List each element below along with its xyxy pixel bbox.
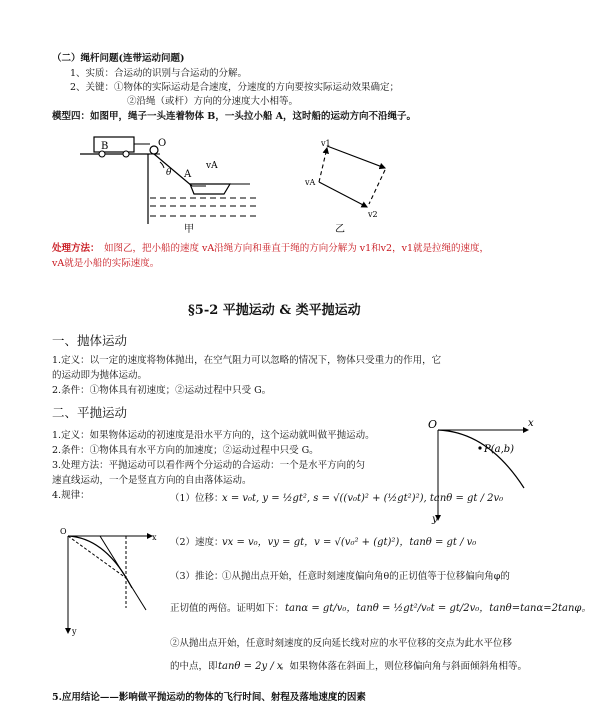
s2-method-line1: 3.处理方法：平抛运动可以看作两个分运动的合运动：一个是水平方向的匀: [52, 460, 366, 471]
s1-def-line1: 1.定义：以一定的速度将物体抛出，在空气阻力可以忽略的情况下，物体只受重力的作用，它: [52, 355, 442, 366]
figure-jia: [80, 132, 280, 237]
s1-title: 一、抛体运动: [52, 333, 128, 348]
r3-text2: 正切值的两倍。证明如下：: [170, 603, 285, 614]
r3-label: （3）推论：: [170, 571, 224, 582]
model-four: 模型四：如图甲，绳子一头连着物体 B，一头拉小船 A，这时船的运动方向不沿绳子。: [52, 111, 417, 122]
s2-method-line2: 速直线运动，一个是竖直方向的自由落体运动。: [52, 475, 252, 486]
r3b-line2: 的中点，即: [170, 661, 218, 672]
method-line2: vA就是小船的实际速度。: [52, 258, 160, 269]
part2-line2: 2、关键：①物体的实际运动是合速度，分速度的方向要按实际运动效果确定；: [70, 82, 400, 93]
method-line1: 如图乙，把小船的速度 vA沿绳方向和垂直于绳的方向分解为 v1和v2，v1就是拉绳的速度，: [104, 243, 490, 254]
method-label: 处理方法：: [52, 243, 100, 254]
label-vA-yi: vA: [305, 178, 316, 187]
label-A: A: [184, 169, 192, 180]
label-jia: 甲: [184, 224, 194, 235]
section-title: §5-2 平抛运动 & 类平抛运动: [188, 303, 361, 318]
label-theta: θ: [166, 168, 172, 178]
application: 5.应用结论——影响做平抛运动的物体的飞行时间、射程及落地速度的因素: [52, 692, 366, 703]
label-yi: 乙: [335, 224, 345, 235]
part2-line3: ②沿绳（或杆）方向的分速度大小相等。: [127, 96, 299, 107]
label-x-left: x: [152, 533, 157, 542]
figure-velocity: [60, 528, 160, 638]
label-B: B: [101, 141, 109, 152]
s2-def: 1.定义：如果物体运动的初速度是沿水平方向的，这个运动就叫做平抛运动。: [52, 430, 375, 441]
s1-condition: 2.条件：①物体具有初速度；②运动过程中只受 G。: [52, 385, 272, 396]
r3-formula: tanα = gt/v₀，tanθ = ½gt²/v₀t = gt/2v₀，tanθ=tanα=2tanφ。: [285, 603, 591, 614]
label-x-right: x: [528, 418, 534, 429]
label-P: P(a,b): [484, 444, 515, 455]
label-y-left: y: [72, 627, 77, 636]
label-v2: v2: [368, 210, 378, 219]
r2-formula: vx = v₀，vy = gt，v = √(v₀² + (gt)²)，tanθ = gt / v₀: [222, 537, 477, 548]
s1-def-line2: 的运动即为抛体运动。: [52, 370, 148, 381]
r3b-line3: 。如果物体落在斜面上，则位移偏向角与斜面倾斜角相等。: [280, 661, 528, 672]
label-y-right: y: [432, 514, 438, 525]
r1-formula: x = v₀t, y = ½gt², s = √((v₀t)² + (½gt²)²), tanθ = gt / 2v₀: [222, 493, 504, 504]
label-O-left: O: [60, 527, 67, 536]
label-O-right: O: [428, 418, 438, 431]
s2-condition: 2.条件：①物体具有水平方向的加速度；②运动过程中只受 G。: [52, 445, 319, 456]
r1-label: （1）位移：: [170, 493, 224, 504]
r3b-formula: tanθ = 2y / x: [218, 661, 283, 672]
r3b-line1: ②从抛出点开始，任意时刻速度的反向延长线对应的水平位移的交点为此水平位移: [170, 638, 513, 649]
part2-line1: 1、实质：合运动的识别与合运动的分解。: [70, 68, 248, 79]
s2-title: 二、平抛运动: [52, 405, 128, 420]
part2-title: （二）绳杆问题(连带运动问题): [52, 53, 185, 64]
r3-text: ①从抛出点开始，任意时刻速度偏向角θ的正切值等于位移偏向角φ的: [222, 571, 510, 582]
s2-rule: 4.规律：: [52, 490, 90, 501]
label-vA: vA: [206, 161, 218, 171]
label-v1: v1: [321, 139, 331, 148]
figure-parabola: [428, 418, 538, 528]
r2-label: （2）速度：: [170, 537, 224, 548]
figure-yi: [305, 132, 405, 237]
label-O: O: [158, 138, 167, 149]
